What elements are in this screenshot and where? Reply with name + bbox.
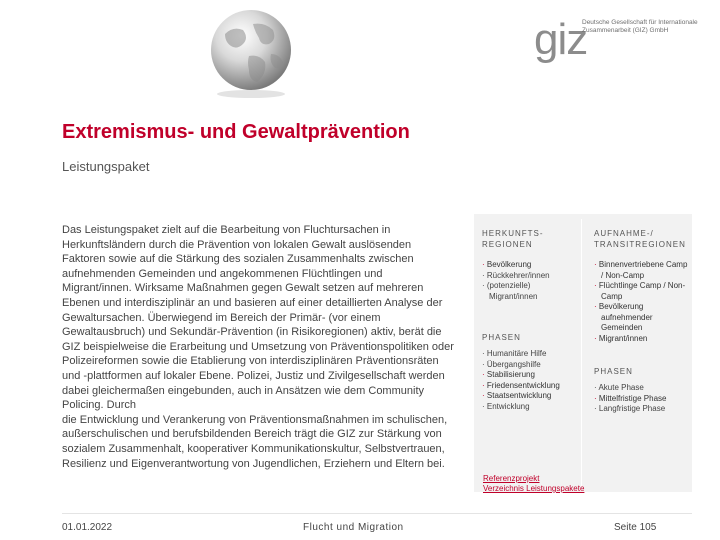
- list-item: · Friedensentwicklung: [482, 381, 578, 392]
- list-item: · Migrant/innen: [594, 334, 690, 345]
- footer-page-number: Seite 105: [614, 522, 657, 533]
- panel-divider: [581, 219, 582, 487]
- origin-phases-heading: PHASEN: [482, 333, 521, 342]
- list-item: · Flüchtlinge Camp / Non-Camp: [594, 281, 690, 302]
- globe-image: [203, 4, 299, 100]
- list-item: · Entwicklung: [482, 402, 578, 413]
- list-item: · Humanitäre Hilfe: [482, 349, 578, 360]
- body-paragraph: Das Leistungspaket zielt auf die Bearbeitung von Fluchtursachen in Herkunftsländern durch die Prävention von lokalen Gewalt auslösenden Faktoren sowie auf die Stärkung des sozialen Zusammenhalts zwischen aufnehmenden Gemeinden und angekommenen Flüchtlingen und Migrant/innen. Wirksame Maßnahmen gegen Gewalt setzen auf mehreren Ebenen und interdisziplinär an und basieren auf einer detaillierten Analyse der Gewaltursachen. Überwiegend im Bereich der Primär- (vor einem Gewaltausbruch) und Sekundär-Prävention (in Risikoregionen) aktiv, berät die GIZ beispielweise die Erarbeitung und Umsetzung von Präventionspolitiken oder Polizeireformen sowie die Etablierung von interdisziplinären Präventionsräten und -plattformen auf lokaler Ebene. Polizei, Justiz und Zivilgesellschaft werden dabei gleichermaßen eingebunden, auch in Ansätzen wie dem Community Policing. Durch: [62, 224, 454, 412]
- giz-logo: [534, 10, 704, 70]
- list-item: · Mittelfristige Phase: [594, 394, 690, 405]
- origin-phases-list: [482, 349, 578, 412]
- body-paragraph: die Entwicklung und Verankerung von Präventionsmaßnahmen im schulischen, außerschulischen und berufsbildenden Bereich trägt die GIZ zur Stärkung von sozialem Zusammenhalt, kooperativer Kommunikationskultur, Selbstvertrauen, Resilienz und Eigenverantwortung von Jugendlichen, Erziehern und Eltern bei.: [62, 413, 448, 470]
- list-item: · Staatsentwicklung: [482, 391, 578, 402]
- origin-target-groups: [482, 260, 578, 302]
- list-item: · Stabilisierung: [482, 370, 578, 381]
- host-regions-heading: AUFNAHME-/ TRANSITREGIONEN: [594, 229, 686, 249]
- list-item: · Rückkehrer/innen: [482, 271, 578, 282]
- list-item: · Bevölkerung aufnehmender Gemeinden: [594, 302, 690, 334]
- page-subtitle: Leistungspaket: [62, 159, 150, 174]
- footer-topic: Flucht und Migration: [303, 522, 404, 533]
- footer-date: 01.01.2022: [62, 522, 113, 533]
- logo-mark: giz: [534, 15, 588, 64]
- list-item: · Akute Phase: [594, 383, 690, 394]
- list-item: · Binnenvertriebene Camp / Non-Camp: [594, 260, 690, 281]
- host-phases-list: [594, 383, 690, 415]
- reference-project-link[interactable]: Referenzprojekt: [483, 474, 540, 483]
- list-item: · Übergangshilfe: [482, 360, 578, 371]
- logo-text: Deutsche Gesellschaft für Internationale Zusammenarbeit (GIZ) GmbH: [582, 19, 698, 34]
- list-item: · Bevölkerung: [482, 260, 578, 271]
- body-text: [62, 223, 455, 471]
- regions-panel: [474, 214, 692, 492]
- host-regions-column: [594, 228, 690, 415]
- page-title: Extremismus- und Gewaltprävention: [62, 121, 410, 143]
- host-phases-heading: PHASEN: [594, 367, 633, 376]
- list-item: · (potenzielle) Migrant/innen: [482, 281, 578, 302]
- footer-divider: [62, 513, 692, 514]
- links-block: [483, 474, 584, 494]
- package-directory-link[interactable]: Verzeichnis Leistungspakete: [483, 484, 585, 493]
- host-target-groups: [594, 260, 690, 344]
- origin-regions-column: [482, 228, 578, 412]
- list-item: · Langfristige Phase: [594, 404, 690, 415]
- origin-regions-heading: HERKUNFTS-REGIONEN: [482, 229, 544, 249]
